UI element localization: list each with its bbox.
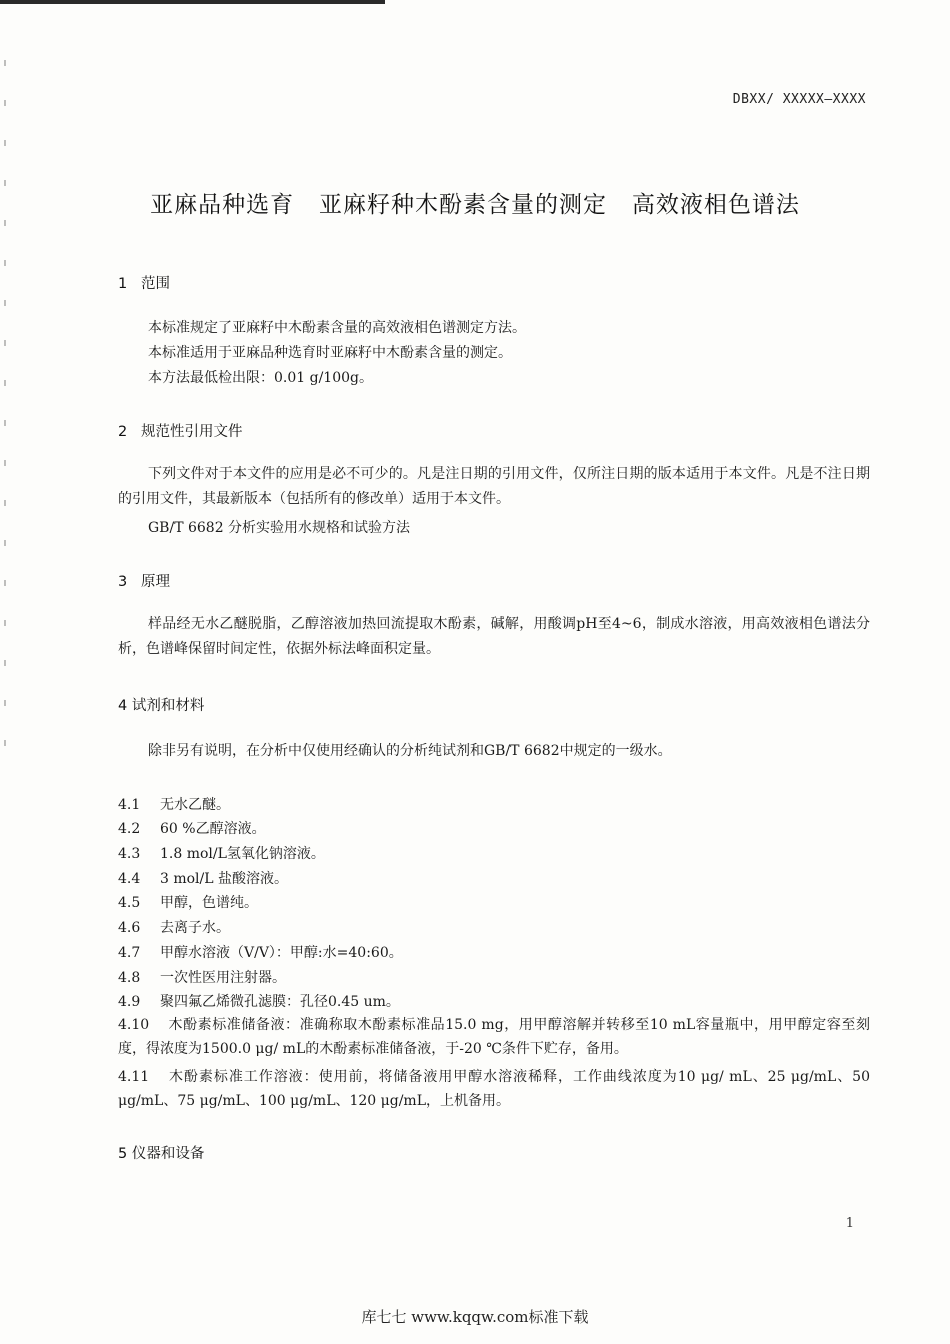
reagent-text: 甲醇水溶液（V/V）：甲醇:水=40:60。 <box>160 945 403 961</box>
scope-line-2: 本标准适用于亚麻品种选育时亚麻籽中木酚素含量的测定。 <box>148 345 512 361</box>
section-heading-instruments: 5 仪器和设备 <box>118 1146 205 1162</box>
reagent-number: 4.9 <box>118 994 141 1010</box>
reagent-number: 4.4 <box>118 871 141 887</box>
scope-line-1: 本标准规定了亚麻籽中木酚素含量的高效液相色谱测定方法。 <box>148 320 526 336</box>
reagent-text: 1.8 mol/L氢氧化钠溶液。 <box>160 846 325 862</box>
reagent-item <box>118 892 258 912</box>
reagent-item <box>118 917 230 937</box>
reagent-text: 木酚素标准储备液：准确称取木酚素标准品15.0 mg，用甲醇溶解并转移至10 mL容量瓶中，用甲醇定容至刻度，得浓度为1500.0 μg/ mL的木酚素标准储备液，于-20 ℃条件下贮存，备用。 <box>118 1017 870 1057</box>
reagent-item <box>118 967 286 987</box>
scope-line-3: 本方法最低检出限：0.01 g/100g。 <box>148 370 373 386</box>
reagent-item <box>118 843 325 863</box>
reagent-item <box>118 868 288 888</box>
reagent-number: 4.8 <box>118 970 141 986</box>
document-code: DBXX/ XXXXX—XXXX <box>732 92 866 107</box>
page-title: 亚麻品种选育 亚麻籽种木酚素含量的测定 高效液相色谱法 <box>150 192 800 218</box>
section-heading-normative: 2 规范性引用文件 <box>118 424 243 440</box>
section-heading-principle: 3 原理 <box>118 574 171 590</box>
reagent-text: 去离子水。 <box>160 920 230 936</box>
normative-paragraph: 下列文件对于本文件的应用是必不可少的。凡是注日期的引用文件，仅所注日期的版本适用于本文件。凡是不注日期的引用文件，其最新版本（包括所有的修改单）适用于本文件。 <box>118 466 870 507</box>
reagent-text: 聚四氟乙烯微孔滤膜：孔径0.45 um。 <box>160 994 400 1010</box>
reagent-item <box>118 794 230 814</box>
reagent-item <box>118 818 266 838</box>
reagent-text: 3 mol/L 盐酸溶液。 <box>160 871 289 887</box>
reagent-text: 甲醇，色谱纯。 <box>160 895 258 911</box>
reagent-number: 4.3 <box>118 846 141 862</box>
reagent-number: 4.7 <box>118 945 141 961</box>
reagent-item <box>118 942 403 962</box>
scan-artifact-margin <box>4 60 6 760</box>
section-heading-reagents: 4 试剂和材料 <box>118 698 205 714</box>
reagent-text: 木酚素标准工作溶液：使用前，将储备液用甲醇水溶液稀释，工作曲线浓度为10 μg/ mL、25 μg/mL、50 μg/mL、75 μg/mL、100 μg/mL、120 μg/mL，上机备用。 <box>118 1069 870 1109</box>
reagent-text: 无水乙醚。 <box>160 797 230 813</box>
reagent-number: 4.5 <box>118 895 141 911</box>
section-heading-scope: 1 范围 <box>118 276 171 292</box>
reagent-item-long <box>118 1065 870 1113</box>
reagent-number: 4.10 <box>118 1017 150 1033</box>
reagent-number: 4.1 <box>118 797 141 813</box>
footer-watermark: 库七七 www.kqqw.com标准下载 <box>361 1308 589 1326</box>
principle-paragraph: 样品经无水乙醚脱脂，乙醇溶液加热回流提取木酚素，碱解，用酸调pH至4~6，制成水溶液，用高效液相色谱法分析，色谱峰保留时间定性，依据外标法峰面积定量。 <box>118 616 870 657</box>
reagent-item-long <box>118 1013 870 1061</box>
reagent-number: 4.11 <box>118 1069 150 1085</box>
reagent-number: 4.6 <box>118 920 141 936</box>
reagent-text: 一次性医用注射器。 <box>160 970 286 986</box>
reagent-text: 60 %乙醇溶液。 <box>160 821 266 837</box>
scan-artifact-line <box>0 0 385 4</box>
reagents-intro: 除非另有说明，在分析中仅使用经确认的分析纯试剂和GB/T 6682中规定的一级水。 <box>148 743 672 759</box>
reagent-number: 4.2 <box>118 821 141 837</box>
normative-reference: GB/T 6682 分析实验用水规格和试验方法 <box>148 520 411 536</box>
reagent-item <box>118 991 400 1011</box>
page-number: 1 <box>845 1216 854 1231</box>
